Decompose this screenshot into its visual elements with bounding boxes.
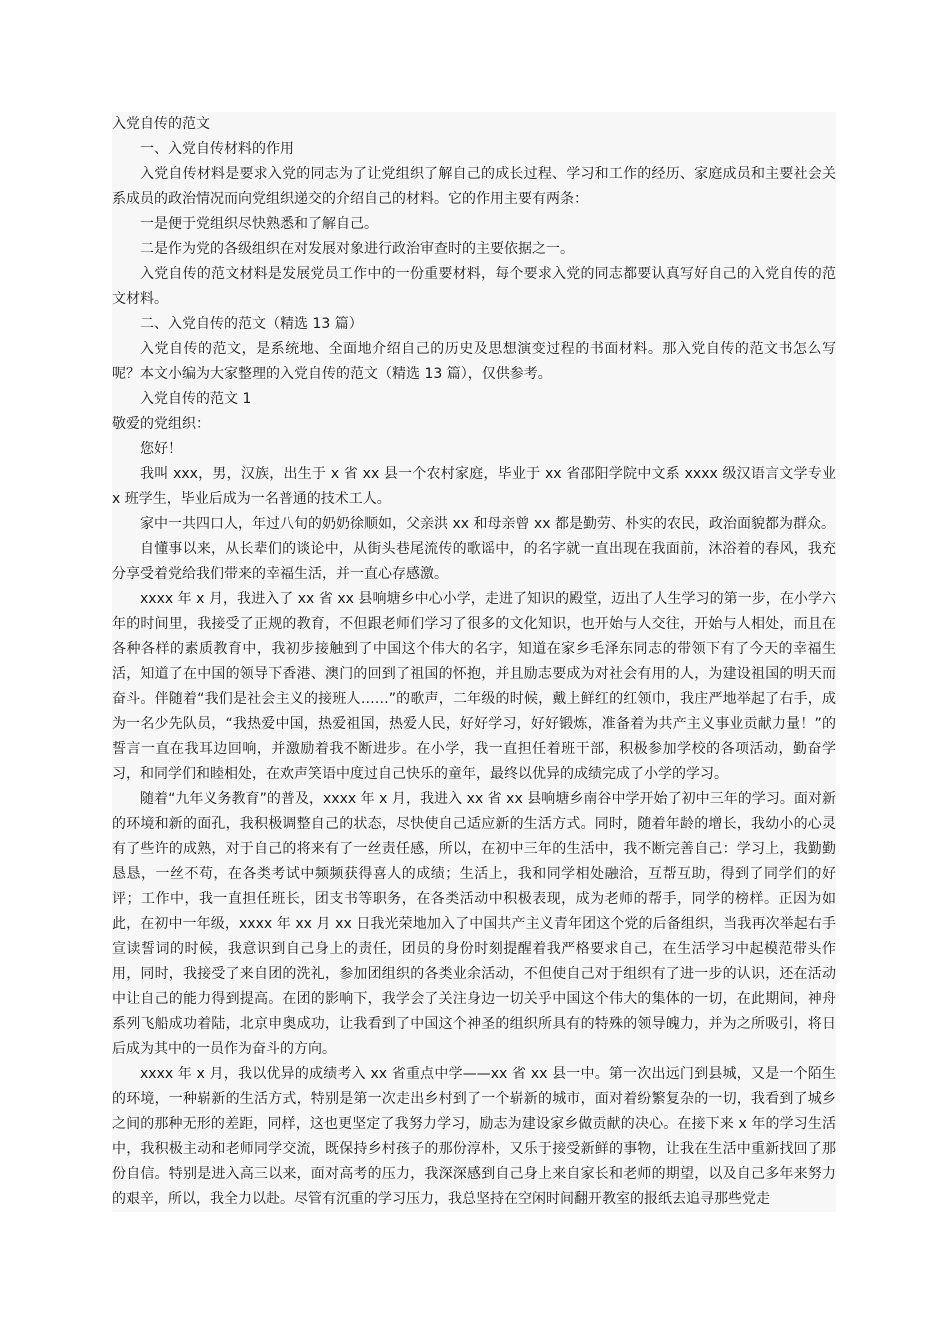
paragraph: 随着“九年义务教育”的普及，xxxx 年 x 月，我进入 xx 省 xx 县响塘乡南谷中学开始了初中三年的学习。面对新的环境和新的面孔，我积极调整自己的状态，尽快使自己适应新的生活方式。同时，随着年龄的增长，我幼小的心灵有了些许的成熟，对于自己的将来有了一丝责任感，所以，在初中三年的生活中，我不断完善自己：学习上，我勤勤恳恳，一丝不苟，在各类考试中频频获得喜人的成绩；生活上，我和同学相处融洽，互帮互助，得到了同学们的好评；工作中，我一直担任班长，团支书等职务，在各类活动中积极表现，成为老师的帮手，同学的榜样。正因为如此，在初中一年级，xxxx 年 xx 月 xx 日我光荣地加入了中国共产主义青年团这个党的后备组织，当我再次举起右手宣读誓词的时候，我意识到自己身上的责任，团员的身份时刻提醒着我严格要求自己，在生活学习中起模范带头作用，同时，我接受了来自团的洗礼，参加团组织的各类业余活动，不但使自己对于组织有了进一步的认识，还在活动中让自己的能力得到提高。在团的影响下，我学会了关注身边一切关乎中国这个伟大的集体的一切，在此期间，神舟系列飞船成功着陆，北京申奥成功，让我看到了中国这个神圣的组织所具有的特殊的领导魄力，并为之所吸引，将日后成为其中的一员作为奋斗的方向。 [112, 791, 836, 1057]
paragraph: 自懂事以来，从长辈们的谈论中，从街头巷尾流传的歌谣中，的名字就一直出现在我面前，沐浴着的春风，我充分享受着党给我们带来的幸福生活，并一直心存感激。 [112, 541, 836, 582]
paragraph: 入党自传的范文材料是发展党员工作中的一份重要材料，每个要求入党的同志都要认真写好自己的入党自传的范文材料。 [112, 266, 836, 307]
document-page [112, 112, 836, 1212]
paragraph: 一是便于党组织尽快熟悉和了解自己。 [140, 216, 378, 232]
section-heading: 一、入党自传材料的作用 [140, 141, 294, 157]
paragraph: 入党自传材料是要求入党的同志为了让党组织了解自己的成长过程、学习和工作的经历、家庭成员和主要社会关系成员的政治情况而向党组织递交的介绍自己的材料。它的作用主要有两条： [112, 166, 836, 207]
paragraph: 入党自传的范文，是系统地、全面地介绍自己的历史及思想演变过程的书面材料。那入党自传的范文书怎么写呢？本文小编为大家整理的入党自传的范文（精选 13 篇），仅供参考。 [112, 341, 836, 382]
paragraph: 家中一共四口人，年过八旬的奶奶徐顺如，父亲洪 xx 和母亲曾 xx 都是勤劳、朴实的农民，政治面貌都为群众。 [140, 516, 835, 532]
document-title: 入党自传的范文 [112, 116, 210, 132]
paragraph: xxxx 年 x 月，我以优异的成绩考入 xx 省重点中学——xx 省 xx 县一中。第一次出远门到县城，又是一个陌生的环境，一种崭新的生活方式，特别是第一次走出乡村到了一个崭新的城市，面对着纷繁复杂的一切，我看到了城乡之间的那种无形的差距，同样，这也更坚定了我努力学习，励志为建设家乡做贡献的决心。在接下来 x 年的学习生活中，我积极主动和老师同学交流，既保持乡村孩子的那份淳朴，又乐于接受新鲜的事物，让我在生活中重新找回了那份自信。特别是进入高三以来，面对高考的压力，我深深感到自己身上来自家长和老师的期望，以及自己多年来努力的艰辛，所以，我全力以赴。尽管有沉重的学习压力，我总坚持在空闲时间翻开教室的报纸去追寻那些党走 [112, 1066, 836, 1207]
section-heading: 二、入党自传的范文（精选 13 篇） [140, 316, 363, 332]
salutation: 敬爱的党组织： [112, 416, 210, 432]
paragraph: 我叫 xxx，男，汉族，出生于 x 省 xx 县一个农村家庭，毕业于 xx 省邵阳学院中文系 xxxx 级汉语言文学专业 x 班学生，毕业后成为一名普通的技术工人。 [112, 466, 836, 507]
greeting: 您好！ [140, 441, 182, 457]
paragraph: xxxx 年 x 月，我进入了 xx 省 xx 县响塘乡中心小学，走进了知识的殿堂，迈出了人生学习的第一步，在小学六年的时间里，我接受了正规的教育，不但跟老师们学习了很多的文化知识，也开始与人交往，开始与人相处，而且在各种各样的素质教育中，我初步接触到了中国这个伟大的名字，知道在家乡毛泽东同志的带领下有了今天的幸福生活，知道了在中国的领导下香港、澳门的回到了祖国的怀抱，并且励志要成为对社会有用的人，为建设祖国的明天而奋斗。伴随着“我们是社会主义的接班人……”的歌声，二年级的时候，戴上鲜红的红领巾，我庄严地举起了右手，成为一名少先队员，“我热爱中国，热爱祖国，热爱人民，好好学习，好好锻炼，准备着为共产主义事业贡献力量！”的誓言一直在我耳边回响，并激励着我不断进步。在小学，我一直担任着班干部，积极参加学校的各项活动，勤奋学习，和同学们和睦相处，在欢声笑语中度过自己快乐的童年，最终以优异的成绩完成了小学的学习。 [112, 591, 836, 782]
paragraph: 二是作为党的各级组织在对发展对象进行政治审查时的主要依据之一。 [140, 241, 574, 257]
subsection-heading: 入党自传的范文 1 [140, 391, 252, 407]
